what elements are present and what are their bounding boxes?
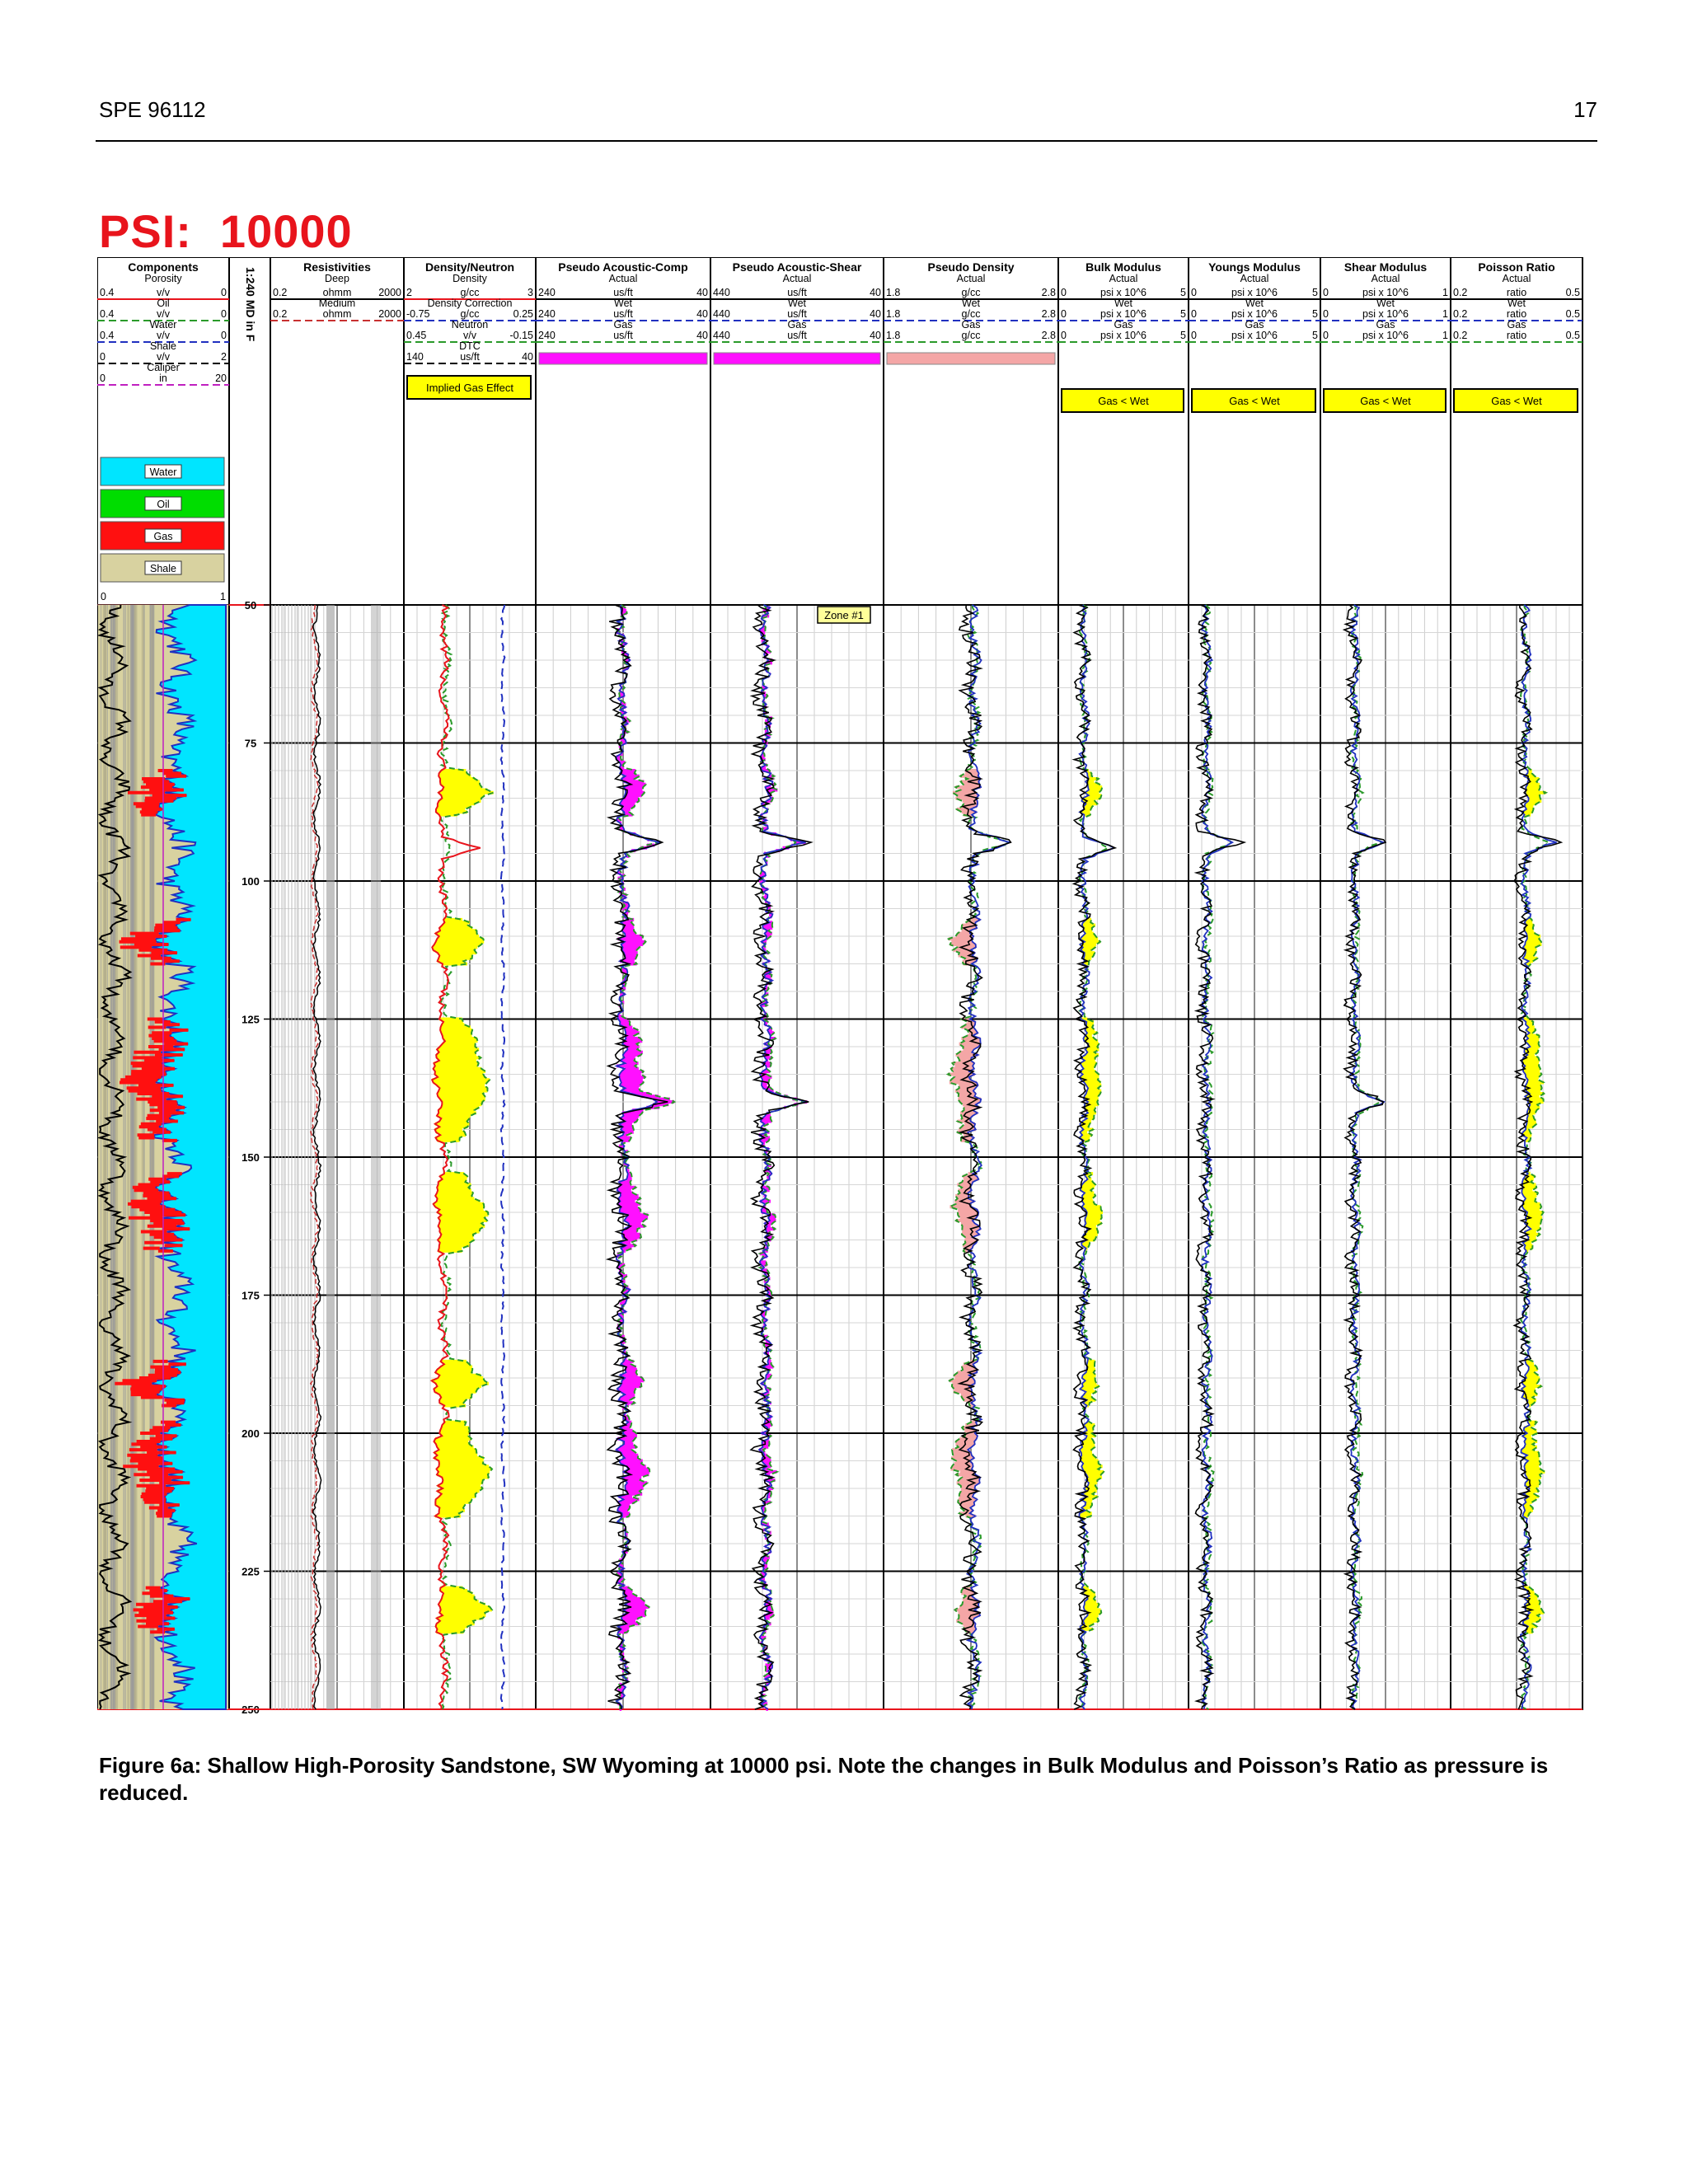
- page-header: [99, 97, 1597, 138]
- curve-name: Gas: [1245, 319, 1264, 330]
- scale-min: 440: [713, 308, 730, 320]
- scale-max: 0.25: [513, 308, 533, 320]
- scale-min: 240: [538, 308, 556, 320]
- scale-min: 0: [1061, 308, 1067, 320]
- track-title-shear_modulus: Shear Modulus: [1343, 260, 1428, 274]
- scale-min: 0: [1061, 330, 1067, 341]
- scale-max: 5: [1180, 308, 1186, 320]
- scale-unit: psi x 10^6: [1100, 330, 1146, 341]
- scale-max: 0.5: [1565, 287, 1580, 298]
- scale-max: 5: [1180, 330, 1186, 341]
- scale-max: 0: [221, 330, 227, 341]
- scale-min: 0.2: [1453, 287, 1468, 298]
- track-title-resistivities: Resistivities: [303, 260, 371, 274]
- scale-min: 0: [1323, 330, 1329, 341]
- scale-max: 40: [870, 330, 881, 341]
- scale-unit: g/cc: [961, 308, 981, 320]
- scale-max: 40: [696, 308, 708, 320]
- scale-unit: us/ft: [787, 287, 807, 298]
- scale-min: 0: [100, 351, 106, 363]
- scale-unit: us/ft: [613, 287, 633, 298]
- scale-max: 2000: [378, 308, 401, 320]
- scale-min: 0: [1061, 287, 1067, 298]
- legend-label: Shale: [150, 563, 176, 574]
- scale-max: 0: [221, 308, 227, 320]
- scale-max: 2.8: [1041, 308, 1056, 320]
- curve-name: Actual: [1240, 273, 1269, 284]
- scale-unit: ratio: [1506, 330, 1527, 341]
- scale-max: 5: [1312, 308, 1318, 320]
- badge-label: Implied Gas Effect: [426, 382, 513, 394]
- curve-name: Gas: [961, 319, 981, 330]
- scale-max: 2.8: [1041, 287, 1056, 298]
- scale-max: 40: [696, 287, 708, 298]
- scale-unit: ratio: [1506, 308, 1527, 320]
- zone-marker-label: Zone #1: [824, 609, 864, 621]
- scale-min: 440: [713, 287, 730, 298]
- curve-name: Wet: [962, 298, 980, 309]
- scale-max: 1: [220, 591, 226, 602]
- scale-unit: g/cc: [961, 287, 981, 298]
- scale-max: 40: [696, 330, 708, 341]
- legend-label: Gas: [153, 531, 173, 542]
- scale-unit: psi x 10^6: [1362, 308, 1409, 320]
- curve-name: Actual: [1109, 273, 1138, 284]
- depth-tick-label: 100: [241, 875, 260, 888]
- track-title-density_neutron: Density/Neutron: [424, 260, 515, 274]
- scale-min: 0.2: [1453, 308, 1468, 320]
- scale-min: 0: [1191, 287, 1197, 298]
- curve-name: Porosity: [144, 273, 182, 284]
- scale-max: 5: [1180, 287, 1186, 298]
- scale-max: 2.8: [1041, 330, 1056, 341]
- curve-name: Gas: [787, 319, 807, 330]
- well-log-figure: [97, 257, 1584, 1721]
- scale-unit: v/v: [463, 330, 476, 341]
- scale-max: 5: [1312, 287, 1318, 298]
- scale-max: 1: [1442, 308, 1448, 320]
- depth-tick-label: 75: [244, 737, 257, 750]
- curve-name: Neutron: [451, 319, 489, 330]
- track-title-poisson_ratio: Poisson Ratio: [1478, 260, 1555, 274]
- depth-tick-label: 250: [241, 1704, 260, 1716]
- scale-max: 2000: [378, 287, 401, 298]
- curve-name: Wet: [1376, 298, 1395, 309]
- curve-name: Density: [452, 273, 487, 284]
- scale-min: 0.4: [100, 308, 115, 320]
- scale-max: 0: [221, 287, 227, 298]
- badge-label: Gas < Wet: [1491, 395, 1542, 407]
- curve-name: Wet: [1114, 298, 1132, 309]
- scale-unit: us/ft: [460, 351, 480, 363]
- curve-name: Wet: [614, 298, 632, 309]
- badge-label: Gas < Wet: [1360, 395, 1411, 407]
- depth-tick-label: 175: [241, 1289, 260, 1302]
- scale-min: 0.2: [273, 308, 288, 320]
- scale-unit: psi x 10^6: [1362, 287, 1409, 298]
- depth-tick-label: 150: [241, 1151, 260, 1164]
- track-title-bulk_modulus: Bulk Modulus: [1085, 260, 1161, 274]
- scale-unit: ratio: [1506, 287, 1527, 298]
- scale-max: 0.5: [1565, 330, 1580, 341]
- legend-label: Oil: [157, 499, 170, 510]
- curve-name: Actual: [956, 273, 986, 284]
- scale-unit: g/cc: [460, 308, 480, 320]
- scale-max: 0.5: [1565, 308, 1580, 320]
- scale-max: 1: [1442, 287, 1448, 298]
- curve-name: Gas: [613, 319, 633, 330]
- scale-unit: psi x 10^6: [1100, 287, 1146, 298]
- scale-unit: psi x 10^6: [1231, 308, 1278, 320]
- scale-min: 0: [100, 373, 106, 384]
- scale-unit: psi x 10^6: [1231, 287, 1278, 298]
- scale-min: 2: [406, 287, 412, 298]
- curve-name: Density Correction: [427, 298, 513, 309]
- curve-name: Shale: [150, 340, 176, 352]
- scale-max: 1: [1442, 330, 1448, 341]
- curve-name: Medium: [318, 298, 356, 309]
- track-title-youngs_modulus: Youngs Modulus: [1208, 260, 1301, 274]
- figure-title: [99, 204, 353, 258]
- scale-min: 1.8: [886, 330, 901, 341]
- depth-tick-label: 225: [241, 1565, 260, 1578]
- scale-min: 0.4: [100, 330, 115, 341]
- fill-swatch: [714, 353, 880, 364]
- curve-name: Wet: [788, 298, 806, 309]
- scale-min: 0.4: [100, 287, 115, 298]
- resistivity-band: [326, 605, 335, 1709]
- scale-min: 1.8: [886, 287, 901, 298]
- scale-min: 0: [101, 591, 106, 602]
- curve-name: Actual: [782, 273, 812, 284]
- depth-tick-label: 125: [241, 1013, 260, 1026]
- figure-title-label: PSI:: [99, 205, 192, 257]
- scale-unit: psi x 10^6: [1362, 330, 1409, 341]
- scale-unit: us/ft: [787, 308, 807, 320]
- scale-unit: v/v: [157, 351, 170, 363]
- header-rule: [96, 140, 1597, 142]
- scale-min: 240: [538, 330, 556, 341]
- curve-name: Gas: [1376, 319, 1395, 330]
- scale-max: 40: [870, 287, 881, 298]
- curve-name: DTC: [459, 340, 481, 352]
- scale-min: 1.8: [886, 308, 901, 320]
- scale-min: 0: [1191, 308, 1197, 320]
- paper-id: SPE 96112: [99, 97, 206, 122]
- scale-unit: us/ft: [613, 330, 633, 341]
- scale-max: 40: [522, 351, 533, 363]
- scale-unit: v/v: [157, 308, 170, 320]
- scale-max: -0.15: [509, 330, 533, 341]
- scale-min: 0: [1323, 287, 1329, 298]
- curve-name: Deep: [325, 273, 349, 284]
- scale-unit: ohmm: [322, 308, 352, 320]
- track-title-pseudo_acoustic_shear: Pseudo Acoustic-Shear: [732, 260, 862, 274]
- scale-max: 20: [215, 373, 227, 384]
- curve-name: Caliper: [147, 362, 180, 373]
- scale-unit: g/cc: [460, 287, 480, 298]
- curve-name: Actual: [608, 273, 638, 284]
- curve-name: Actual: [1371, 273, 1400, 284]
- curve-name: Oil: [157, 298, 170, 309]
- scale-min: 0.2: [273, 287, 288, 298]
- scale-min: 0: [1323, 308, 1329, 320]
- curve-name: Actual: [1502, 273, 1531, 284]
- scale-unit: v/v: [157, 287, 170, 298]
- scale-unit: g/cc: [961, 330, 981, 341]
- scale-min: 140: [406, 351, 424, 363]
- fill-swatch: [539, 353, 707, 364]
- curve-name: Gas: [1507, 319, 1526, 330]
- scale-min: -0.75: [406, 308, 430, 320]
- curve-name: Water: [149, 319, 177, 330]
- depth-tick-label: 200: [241, 1427, 260, 1440]
- scale-min: 240: [538, 287, 556, 298]
- legend-label: Water: [149, 466, 177, 478]
- scale-min: 0.45: [406, 330, 427, 341]
- curve-name: Wet: [1507, 298, 1526, 309]
- scale-unit: ohmm: [322, 287, 352, 298]
- curve-name: Gas: [1114, 319, 1133, 330]
- track-title-pseudo_density: Pseudo Density: [927, 260, 1015, 274]
- scale-min: 0.2: [1453, 330, 1468, 341]
- figure-title-value: 10000: [219, 205, 353, 257]
- scale-unit: v/v: [157, 330, 170, 341]
- curve-name: Wet: [1245, 298, 1264, 309]
- resistivity-band: [371, 605, 381, 1709]
- depth-track-label: 1:240 MD in F: [244, 267, 257, 342]
- fill-swatch: [887, 353, 1055, 364]
- scale-unit: us/ft: [787, 330, 807, 341]
- scale-unit: us/ft: [613, 308, 633, 320]
- scale-unit: in: [159, 373, 167, 384]
- depth-tick-label: 50: [244, 599, 257, 612]
- scale-min: 0: [1191, 330, 1197, 341]
- scale-min: 440: [713, 330, 730, 341]
- scale-max: 40: [870, 308, 881, 320]
- scale-max: 5: [1312, 330, 1318, 341]
- badge-label: Gas < Wet: [1098, 395, 1149, 407]
- track-title-pseudo_acoustic_comp: Pseudo Acoustic-Comp: [558, 260, 688, 274]
- scale-unit: psi x 10^6: [1100, 308, 1146, 320]
- page-number: 17: [1573, 97, 1597, 122]
- scale-max: 2: [221, 351, 227, 363]
- figure-caption: Figure 6a: Shallow High-Porosity Sandstone, SW Wyoming at 10000 psi. Note the changes in Bulk Modulus and Poisson’s Ratio as pressure is reduced.: [99, 1753, 1549, 1805]
- scale-unit: psi x 10^6: [1231, 330, 1278, 341]
- badge-label: Gas < Wet: [1229, 395, 1280, 407]
- implied-gas-fill: [432, 771, 494, 1632]
- scale-max: 3: [528, 287, 533, 298]
- track-title-components: Components: [128, 260, 199, 274]
